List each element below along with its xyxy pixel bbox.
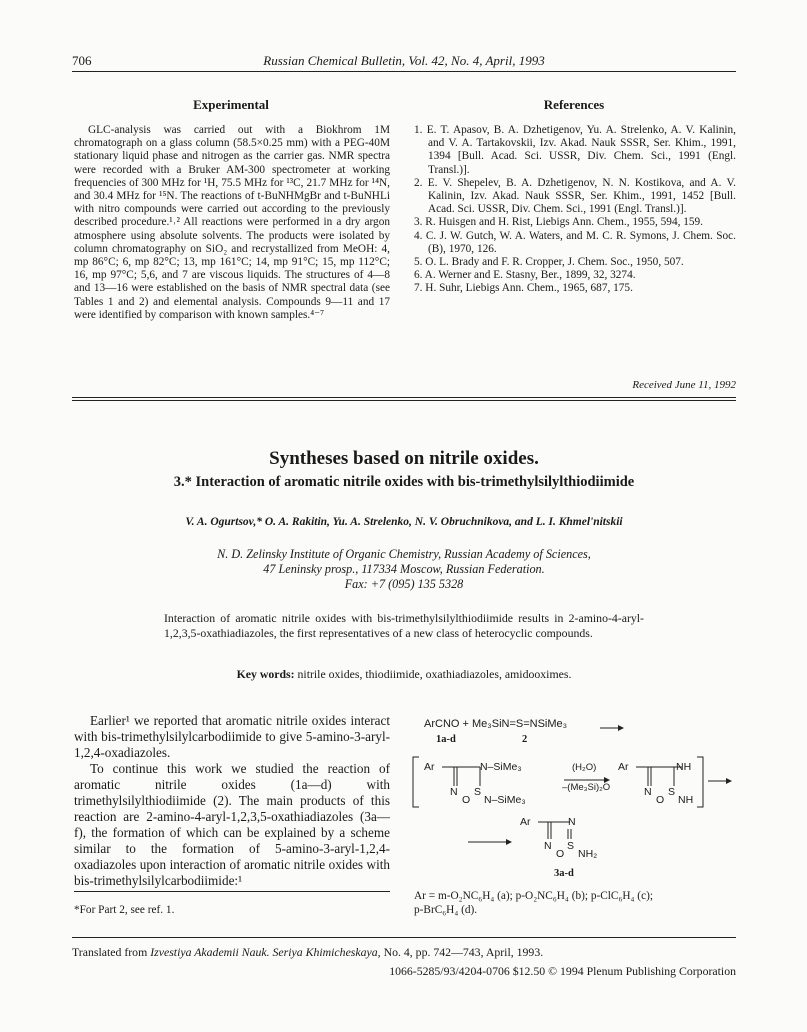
aryl-group: Ar [520, 816, 531, 828]
aryl-legend-line: Ar = m-O₂NC₆H₄ (a); p-O₂NC₆H₄ (b); p-ClC₆H₄ (c); [414, 890, 653, 902]
reaction-arrow-icon [600, 724, 624, 732]
ring-n: N [644, 786, 652, 798]
keywords [72, 667, 736, 682]
affiliation [72, 547, 736, 592]
keywords-label: Key words: [236, 667, 295, 681]
article-title: Syntheses based on nitrile oxides. [269, 448, 539, 469]
aryl-group: Ar [618, 761, 629, 773]
reference-item: 4. C. J. W. Gutch, W. A. Waters, and M. C. R. Symons, J. Chem. Soc. (B), 1970, 126. [414, 229, 736, 255]
nh2-group: NH₂ [578, 848, 598, 860]
byproduct-label: –(Me₃Si)₂O [562, 782, 611, 793]
aryl-group: Ar [424, 761, 435, 773]
copyright-line: 1066-5285/93/4204-0706 $12.50 © 1994 Plenum Publishing Corporation [389, 964, 736, 978]
experimental-paragraph: GLC-analysis was carried out with a Biokhrom 1M chromatograph on a glass column (58.5×0.25 mm) with a PEG-40M stationary liquid phase and nitrogen as the carrier gas. NMR spectra were recorded with a Bruker AM-300 spectrometer at working frequencies of 300 MHz for ¹H, 75.5 MHz for ¹³C, 21.7 MHz for ¹⁴N, and 30.4 MHz for ¹⁵N. The reactions of t-BuNHMgBr and t-BuNHLi with nitro compounds were carried out according to the previously described procedure.¹˒² All reactions were performed in a dry argon atmosphere using absolute solvents. The products were isolated by column chromatography on SiO₂ and recrystallized from MeOH: 4, mp 86°C; 6, mp 82°C; 13, mp 161°C; 14, mp 91°C; 15, mp 112°C; 16, mp 97°C; 5,6, and 7 are viscous liquids. The structures of 4—8 and 13—16 were established on the basis of NMR spectral data (see Tables 1 and 2) and elemental analysis. Compounds 9—11 and 17 were identified by comparison with known samples.⁴⁻⁷ [74, 124, 390, 321]
experimental-heading: Experimental [193, 97, 269, 112]
right-bracket-icon [696, 756, 704, 808]
section-rule [72, 397, 736, 398]
references-heading: References [543, 97, 605, 112]
intro-paragraph-1: Earlier¹ we reported that aromatic nitrile oxides interact with bis-trimethylsilylcarbodiimide to give 5-amino-3-aryl-1,2,4-oxadiazoles. [74, 713, 390, 760]
n-sime3-lower: N–SiMe₃ [484, 794, 526, 806]
article-authors: V. A. Ogurtsov,* O. A. Rakitin, Yu. A. Strelenko, N. V. Obruchnikova, and L. I. Khmel'nitskii [185, 516, 623, 528]
ring-n: N [450, 786, 458, 798]
experimental-section [74, 124, 390, 322]
affiliation-line: Fax: +7 (095) 135 5328 [344, 577, 464, 591]
reference-item: 5. O. L. Brady and F. R. Cropper, J. Chem. Soc., 1950, 507. [414, 256, 684, 269]
footnote-rule [74, 891, 390, 892]
product-n: N [568, 816, 576, 828]
article-subtitle: 3.* Interaction of aromatic nitrile oxides with bis-trimethylsilylthiodiimide [173, 474, 635, 490]
ring-s: S [567, 840, 575, 852]
affiliation-line: N. D. Zelinsky Institute of Organic Chemistry, Russian Academy of Sciences, [217, 547, 591, 561]
section-rule-2 [72, 400, 736, 401]
ring-n: N [544, 840, 552, 852]
header-rule [72, 71, 736, 72]
reference-item: 3. R. Huisgen and H. Rist, Liebigs Ann. Chem., 1955, 594, 159. [414, 216, 704, 229]
translation-note [72, 945, 736, 960]
nh-group: NH [676, 761, 692, 773]
ring-s: S [474, 786, 482, 798]
references-list [414, 124, 736, 296]
page-number: 706 [72, 53, 92, 68]
translated-source: Izvestiya Akademii Nauk. Seriya Khimicheskaya, [150, 945, 381, 959]
ring-o: O [462, 794, 471, 806]
left-bracket-icon [412, 756, 420, 808]
intro-paragraph-2: To continue this work we studied the reaction of aromatic nitrile oxides (1a—d) with trimethylsilylthiodiimide (2). The main products of this reaction are 2-amino-4-aryl-1,2,3,5-oxathiadiazoles (3a—f), the formation of which can be explained by a scheme similar to the formation of 5-amino-3-aryl-1,2,4-oxadiazoles upon interaction of aromatic nitrile oxides with bis-trimethylsilylcarbodiimide:¹ [74, 761, 390, 888]
reference-item: 6. A. Werner and E. Stasny, Ber., 1899, 32, 3274. [414, 269, 636, 282]
introduction [74, 713, 390, 889]
abstract: Interaction of aromatic nitrile oxides with bis-trimethylsilylthiodiimide results in 2-amino-4-aryl-1,2,3,5-oxathiadiazoles, the first representatives of a new class of heterocyclic compounds. [164, 611, 644, 640]
keywords-text: nitrile oxides, thiodiimide, oxathiadiazoles, amidooximes. [297, 667, 572, 681]
aryl-legend-line: p-BrC₆H₄ (d). [414, 904, 478, 916]
affiliation-line: 47 Leninsky prosp., 117334 Moscow, Russian Federation. [263, 562, 545, 576]
scheme-reactants: ArCNO + Me₃SiN=S=NSiMe₃ [424, 718, 568, 730]
reference-item: 1. E. T. Apasov, B. A. Dzhetigenov, Yu. A. Strelenko, A. V. Kalinin, and V. A. Tartakovskii, Izv. Akad. Nauk SSSR, Ser. Khim., 1991, 1394 [Bull. Acad. Sci. USSR, Div. Chem. Sci., 1991 (Engl. Transl.)]. [414, 124, 736, 176]
reaction-scheme [412, 716, 736, 886]
footnote: *For Part 2, see ref. 1. [74, 904, 175, 916]
reference-item: 7. H. Suhr, Liebigs Ann. Chem., 1965, 687, 175. [414, 282, 633, 295]
water-label: (H₂O) [572, 762, 597, 773]
compound-label-1: 1a-d [436, 734, 456, 745]
reaction-arrow-icon [468, 838, 512, 846]
aryl-legend [414, 889, 736, 917]
received-date: Received June 11, 1992 [632, 379, 736, 391]
journal-title: Russian Chemical Bulletin, Vol. 42, No. 4, April, 1993 [263, 53, 545, 68]
translated-prefix: Translated from [72, 945, 151, 959]
nh-lower: NH [678, 794, 694, 806]
n-sime3-group: N–SiMe₃ [480, 761, 522, 773]
translated-suffix: No. 4, pp. 742—743, April, 1993. [380, 945, 544, 959]
compound-label-2: 2 [522, 734, 528, 745]
reference-item: 2. E. V. Shepelev, B. A. Dzhetigenov, N. N. Kostikova, and A. V. Kalinin, Izv. Akad. Nauk SSSR, Ser. Khim., 1991, 1452 [Bull. Acad. Sci. USSR, Div. Chem. Sci., 1991 (Engl. Transl.)]. [414, 176, 736, 216]
ring-o: O [556, 848, 565, 860]
footer-rule [72, 937, 736, 938]
ring-o: O [656, 794, 665, 806]
reaction-arrow-icon [708, 777, 732, 785]
ring-s: S [668, 786, 676, 798]
compound-label-3: 3a-d [554, 868, 574, 879]
